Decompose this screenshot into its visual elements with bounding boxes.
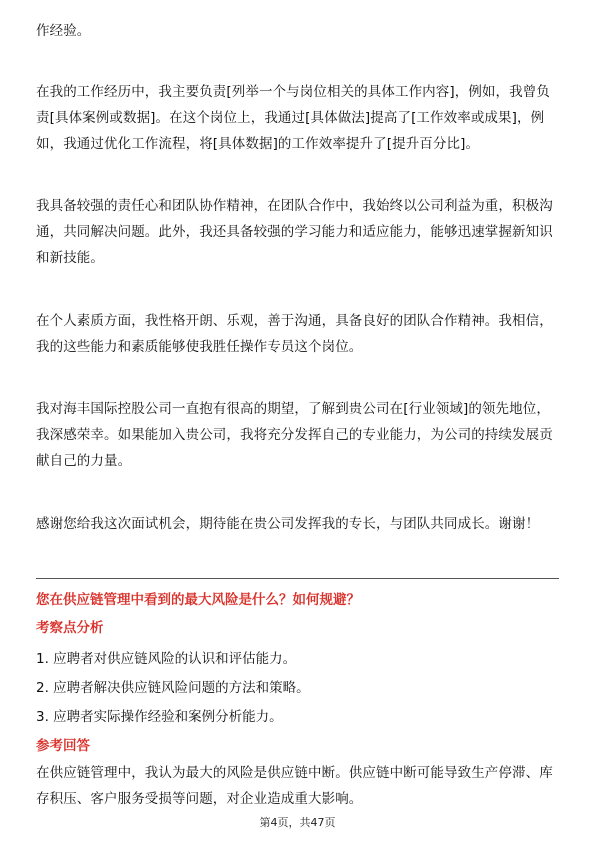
analysis-heading: 考察点分析 — [36, 620, 104, 636]
list-item: 2. 应聘者解决供应链风险问题的方法和策略。 — [36, 680, 310, 696]
paragraph-5: 我对海丰国际控股公司一直抱有很高的期望，了解到贵公司在[行业领域]的领先地位，我深感荣幸。如果能加入贵公司，我将充分发挥自己的专业能力，为公司的持续发展贡献自己的力量。 — [36, 401, 553, 469]
reference-heading: 参考回答 — [36, 738, 90, 754]
paragraph-3: 我具备较强的责任心和团队协作精神，在团队合作中，我始终以公司利益为重，积极沟通，共同解决问题。此外，我还具备较强的学习能力和适应能力，能够迅速掌握新知识和新技能。 — [36, 198, 553, 266]
analysis-list — [36, 645, 310, 732]
list-item: 3. 应聘者实际操作经验和案例分析能力。 — [36, 709, 283, 725]
list-item: 1. 应聘者对供应链风险的认识和评估能力。 — [36, 651, 297, 667]
page-number-footer: 第4页，共47页 — [259, 816, 336, 829]
paragraph-2: 在我的工作经历中，我主要负责[列举一个与岗位相关的具体工作内容]，例如，我曾负责[具体案例或数据]。在这个岗位上，我通过[具体做法]提高了[工作效率或成果]，例如，我通过优化工作流程，将[具体数据]的工作效率提升了[提升百分比]。 — [36, 84, 550, 152]
paragraph-4: 在个人素质方面，我性格开朗、乐观，善于沟通，具备良好的团队合作精神。我相信，我的这些能力和素质能够使我胜任操作专员这个岗位。 — [36, 313, 553, 355]
section-divider — [36, 578, 559, 579]
question-heading: 您在供应链管理中看到的最大风险是什么？如何规避？ — [36, 592, 360, 608]
paragraph-1: 作经验。 — [36, 23, 91, 39]
paragraph-6: 感谢您给我这次面试机会，期待能在贵公司发挥我的专长，与团队共同成长。谢谢！ — [36, 516, 540, 532]
reference-answer: 在供应链管理中，我认为最大的风险是供应链中断。供应链中断可能导致生产停滞、库存积压、客户服务受损等问题，对企业造成重大影响。 — [36, 765, 553, 807]
